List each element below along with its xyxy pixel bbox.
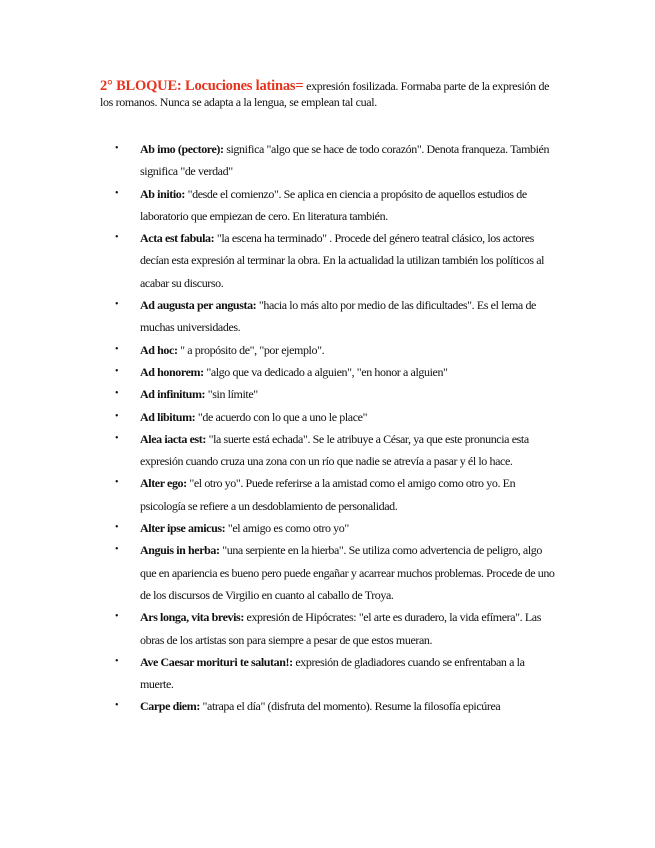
bullet-icon: • bbox=[115, 365, 119, 377]
bullet-icon: • bbox=[115, 432, 119, 444]
bullet-icon: • bbox=[115, 232, 119, 244]
definition: significa "algo que se hace de todo corazón". Denota franqueza. También significa "de verdad" bbox=[140, 142, 550, 179]
list-item bbox=[115, 651, 558, 696]
list-item bbox=[115, 539, 558, 606]
bullet-icon: • bbox=[115, 700, 119, 712]
list-item bbox=[115, 472, 558, 517]
definition: " a propósito de", "por ejemplo". bbox=[177, 342, 325, 357]
definition: "el otro yo". Puede referirse a la amistad como el amigo como otro yo. En psicología se refiere a un desdoblamiento de personalidad. bbox=[140, 476, 516, 513]
list-item bbox=[115, 361, 558, 383]
intro-text: expresión fosilizada. Formaba parte de la expresión de los romanos. Nunca se adapta a la lengua, se emplean tal cual. bbox=[100, 79, 550, 109]
definition: "la suerte está echada". Se le atribuye a César, ya que este pronuncia esta expresión cuando cruza una zona con un río que nadie se atrevía a pasar y él lo hace. bbox=[140, 431, 529, 469]
term: Ab imo (pectore): bbox=[140, 142, 224, 156]
list-item bbox=[115, 606, 558, 651]
term: Ad honorem: bbox=[140, 364, 204, 379]
definition: "la escena ha terminado" . Procede del género teatral clásico, los actores decían esta expresión al terminar la obra. En la actualidad la utilizan también los políticos al acabar su discurso. bbox=[140, 231, 545, 290]
bullet-icon: • bbox=[115, 522, 119, 534]
definition: expresión de gladiadores cuando se enfrentaban a la muerte. bbox=[140, 654, 525, 692]
term: Ars longa, vita brevis: bbox=[140, 610, 244, 625]
definition: "de acuerdo con lo que a uno le place" bbox=[195, 409, 368, 424]
bullet-icon: • bbox=[115, 477, 119, 489]
list-item bbox=[115, 294, 558, 339]
bullet-icon: • bbox=[115, 655, 119, 667]
list-item bbox=[115, 339, 558, 361]
intro-paragraph bbox=[100, 78, 560, 110]
list-item bbox=[115, 227, 558, 294]
list-item bbox=[115, 517, 558, 539]
definition: "hacia lo más alto por medio de las dificultades". Es el lema de muchas universidades. bbox=[140, 298, 536, 335]
term: Acta est fabula: bbox=[140, 231, 215, 246]
definition: "algo que va dedicado a alguien", "en honor a alguien" bbox=[203, 364, 448, 379]
list-item bbox=[115, 183, 558, 228]
term: Alter ego: bbox=[140, 476, 187, 491]
locutions-list bbox=[0, 138, 655, 718]
section-heading: 2° BLOQUE: Locuciones latinas= bbox=[100, 78, 304, 94]
definition: expresión de Hipócrates: "el arte es duradero, la vida efímera". Las obras de los artistas son para siempre a pesar de que estos mueran. bbox=[140, 610, 541, 647]
term: Ad augusta per angusta: bbox=[140, 298, 257, 313]
term: Carpe diem: bbox=[140, 699, 200, 714]
list-item bbox=[115, 695, 558, 717]
bullet-icon: • bbox=[115, 410, 119, 422]
list-item bbox=[115, 383, 558, 405]
definition: "el amigo es como otro yo" bbox=[225, 521, 349, 536]
bullet-icon: • bbox=[115, 143, 119, 154]
bullet-icon: • bbox=[115, 388, 119, 400]
term: Ad infinitum: bbox=[140, 387, 206, 402]
term: Ad libitum: bbox=[140, 409, 196, 424]
bullet-icon: • bbox=[115, 299, 119, 311]
term: Ab initio: bbox=[140, 186, 186, 201]
bullet-icon: • bbox=[115, 343, 119, 355]
list-item bbox=[115, 406, 558, 428]
definition: "desde el comienzo". Se aplica en ciencia a propósito de aquellos estudios de laboratorio que empiezan de cero. En literatura también. bbox=[140, 186, 527, 223]
term: Anguis in herba: bbox=[140, 543, 220, 558]
definition: "una serpiente en la hierba". Se utiliza como advertencia de peligro, algo que en apariencia es bueno pero puede engañar y acarrear muchos problemas. Procede de uno de los discursos de Virgilio en cuanto al caballo de Troya. bbox=[140, 543, 555, 602]
term: Ad hoc: bbox=[140, 342, 178, 357]
list-item bbox=[115, 428, 558, 473]
bullet-icon: • bbox=[115, 187, 119, 199]
bullet-icon: • bbox=[115, 611, 119, 623]
term: Alea iacta est: bbox=[140, 431, 206, 446]
term: Alter ipse amicus: bbox=[140, 521, 226, 536]
definition: "atrapa el día" (disfruta del momento). Resume la filosofía epicúrea bbox=[199, 699, 501, 714]
bullet-icon: • bbox=[115, 544, 119, 556]
definition: "sin límite" bbox=[205, 387, 258, 402]
term: Ave Caesar morituri te salutan!: bbox=[140, 654, 293, 669]
list-item bbox=[115, 138, 558, 183]
